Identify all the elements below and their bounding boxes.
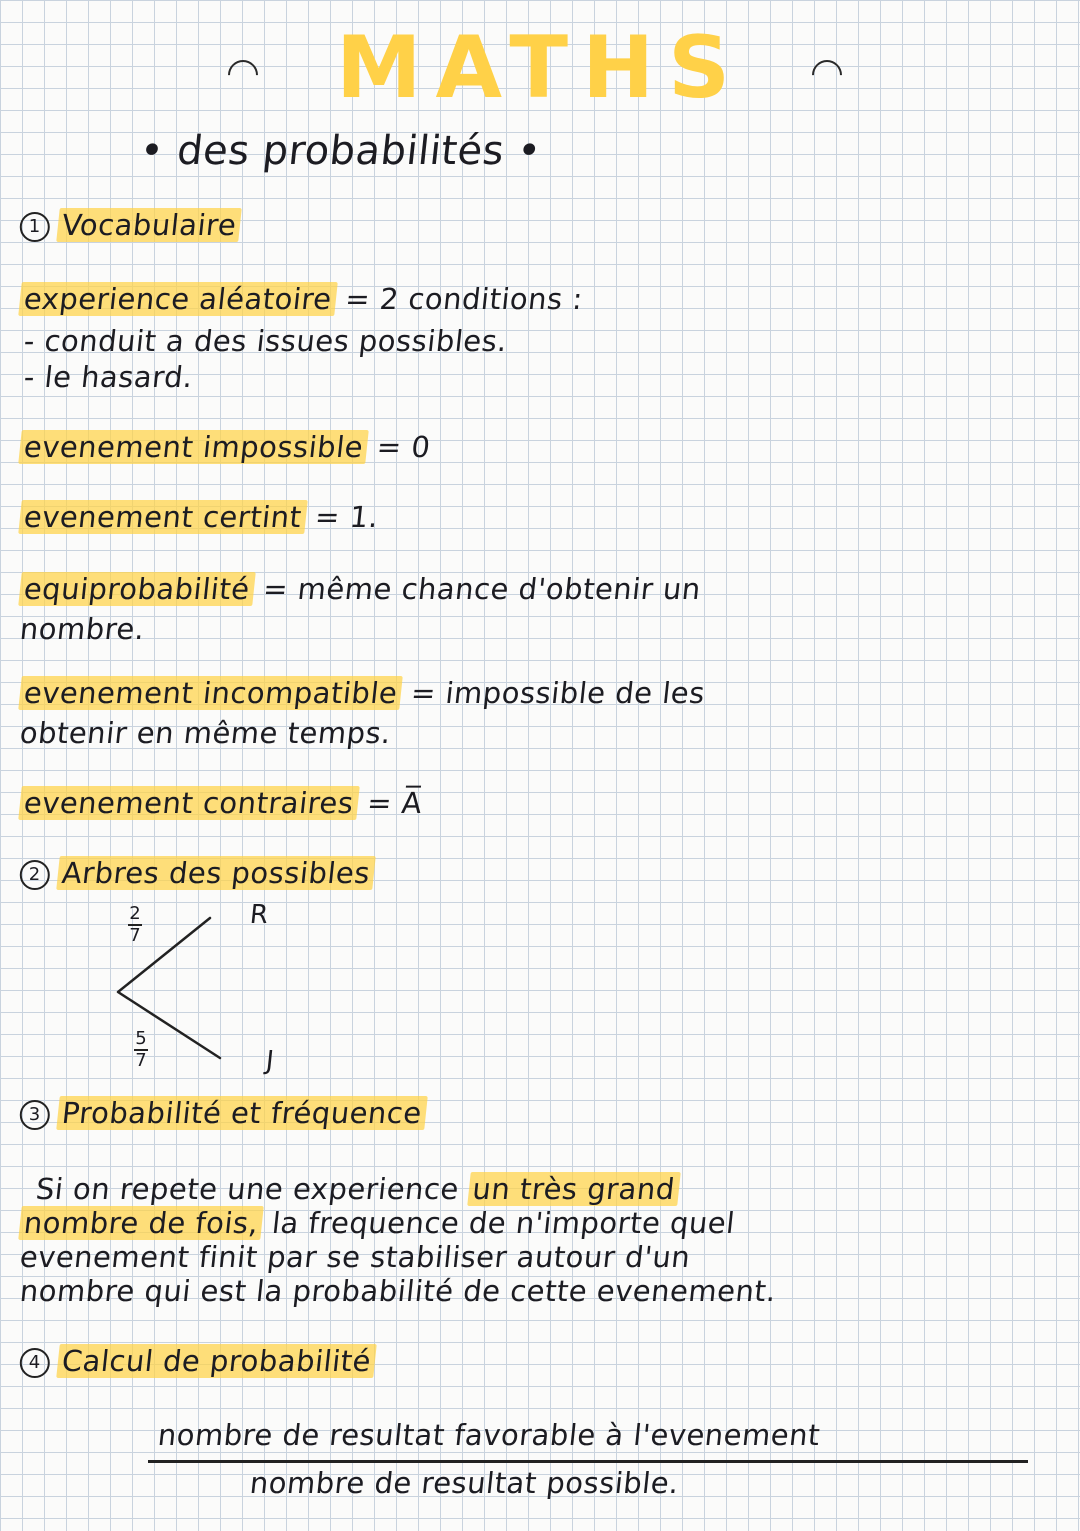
vocab-equiprobability	[18, 572, 702, 606]
freq-line-3: evenement finit par se stabiliser autour d'un	[18, 1240, 693, 1274]
term-experience: experience aléatoire	[18, 282, 337, 316]
vocab-impossible	[18, 430, 432, 464]
term-impossible: evenement impossible	[18, 430, 369, 464]
fraction-bar	[148, 1460, 1028, 1463]
def-impossible: = 0	[375, 430, 433, 464]
section-4-heading	[18, 1344, 377, 1378]
def-contraires: = A̅	[365, 786, 424, 820]
section-4-title: Calcul de probabilité	[56, 1344, 377, 1378]
page-subtitle: • des probabilités •	[137, 128, 544, 174]
def-experience: = 2 conditions :	[343, 282, 585, 316]
term-incompatible: evenement incompatible	[18, 676, 403, 710]
def-equiprobability: = même chance d'obtenir un	[261, 572, 703, 606]
highlight-tres-grand: un très grand	[467, 1172, 681, 1206]
formula-numerator: nombre de resultat favorable à l'evenement	[156, 1418, 822, 1452]
def-equiprobability-cont: nombre.	[18, 612, 147, 646]
section-2-title: Arbres des possibles	[56, 856, 376, 890]
section-3-number: 3	[20, 1100, 50, 1130]
condition-1: - conduit a des issues possibles.	[22, 324, 509, 358]
vocab-contraires	[18, 786, 424, 820]
vocab-experience	[18, 282, 584, 316]
tree-bottom-fraction: 5 7	[135, 1028, 147, 1071]
section-3-title: Probabilité et fréquence	[56, 1096, 427, 1130]
vocab-certain	[18, 500, 380, 534]
condition-2: - le hasard.	[22, 360, 195, 394]
tree-top-fraction: 2 7	[129, 903, 141, 946]
section-3-heading	[18, 1096, 427, 1130]
section-2-number: 2	[20, 860, 50, 890]
section-4-number: 4	[20, 1348, 50, 1378]
freq-line-1: Si on repete une experience un très grand	[34, 1172, 680, 1206]
section-1-title: Vocabulaire	[56, 208, 242, 242]
formula-denominator: nombre de resultat possible.	[248, 1466, 681, 1500]
freq-line-2: nombre de fois, la frequence de n'importe quel	[18, 1206, 736, 1240]
highlight-nombre-de-fois: nombre de fois,	[18, 1206, 264, 1240]
freq-line-4: nombre qui est la probabilité de cette evenement.	[18, 1274, 778, 1308]
term-equiprobability: equiprobabilité	[18, 572, 255, 606]
section-2-heading	[18, 856, 376, 890]
tree-bottom-outcome: J	[264, 1046, 276, 1076]
vocab-incompatible	[18, 676, 706, 710]
tree-top-outcome: R	[248, 900, 271, 930]
term-certain: evenement certint	[18, 500, 307, 534]
page-title: MATHS	[335, 18, 745, 118]
def-certain: = 1.	[313, 500, 381, 534]
section-1-number: 1	[20, 212, 50, 242]
def-incompatible-cont: obtenir en même temps.	[18, 716, 393, 750]
term-contraires: evenement contraires	[18, 786, 359, 820]
section-1-heading	[18, 208, 242, 242]
def-incompatible: = impossible de les	[409, 676, 707, 710]
